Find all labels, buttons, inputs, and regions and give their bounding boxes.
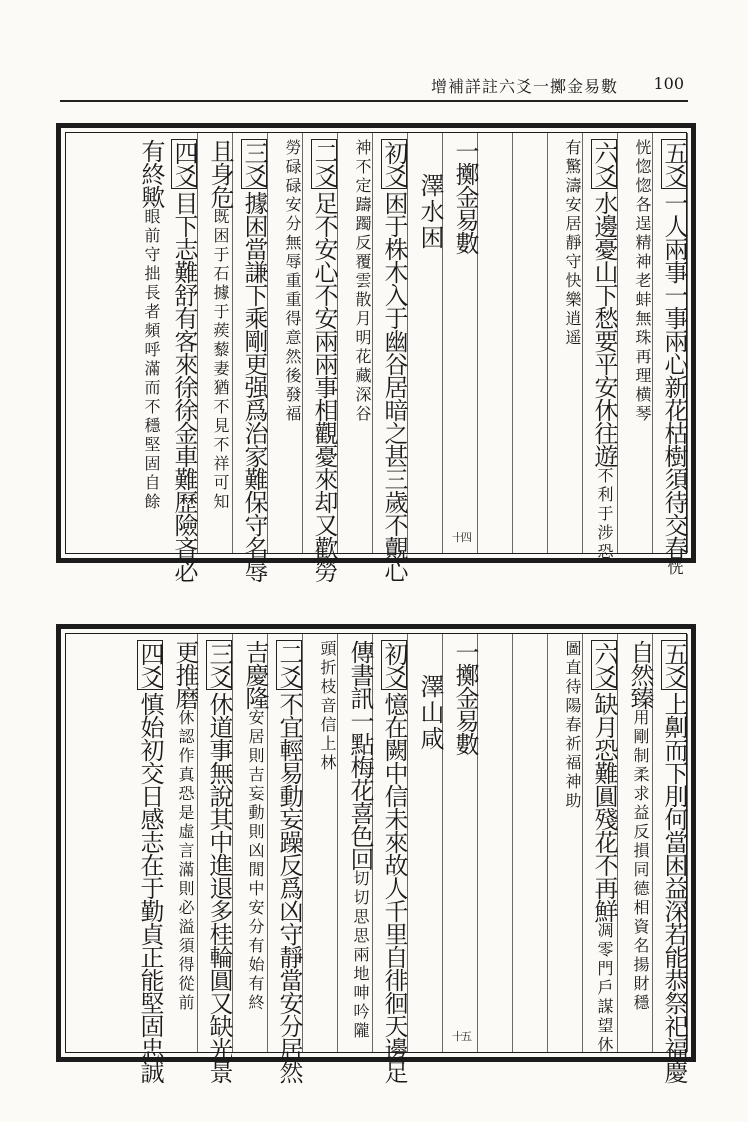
text-column xyxy=(233,634,268,1052)
text-column xyxy=(233,133,268,582)
line-label: 四爻 xyxy=(170,141,198,187)
column-text: 有終歟 xyxy=(137,139,165,208)
column-text: 慎始初交日感志在于勤貞正能堅固忠誠 xyxy=(136,692,164,1083)
text-column xyxy=(583,133,618,562)
bottom-panel-inner xyxy=(65,633,688,1083)
column-text: 吉慶隆 xyxy=(241,640,269,709)
column-text: 目下志難舒有客來徐徐金車難歷險吝必 xyxy=(170,191,198,582)
top-panel-inner xyxy=(65,132,688,582)
running-head xyxy=(60,74,688,102)
text-column xyxy=(653,634,688,1083)
text-column xyxy=(373,133,408,582)
line-label: 二爻 xyxy=(275,642,303,688)
line-label: 六爻 xyxy=(590,642,618,688)
commentary-text: 眼前守拙長者頻呼滿而不穩堅固自餘 xyxy=(142,208,161,512)
text-column xyxy=(513,133,548,553)
text-column xyxy=(478,133,513,553)
text-column xyxy=(373,634,408,1083)
hexagram-name: 澤水困 xyxy=(416,173,444,251)
text-column xyxy=(548,634,583,1052)
column-text: 不宜輕易動妄躁反爲凶守靜當安分居然 xyxy=(275,692,303,1083)
text-column xyxy=(618,634,653,1052)
column-text: 更推磨 xyxy=(171,640,199,709)
text-column xyxy=(198,133,233,553)
line-label: 五爻 xyxy=(660,141,688,187)
book-title: 增補詳註六爻一擲金易數 xyxy=(430,77,618,96)
text-column xyxy=(338,133,373,553)
text-column xyxy=(408,133,443,553)
column-text: 勞碌碌安分無辱重重得意然後發福 xyxy=(283,139,302,424)
text-column xyxy=(338,634,373,1052)
column-text: 足不安心不安兩兩事相觀憂來却又歡勞 xyxy=(310,191,338,582)
column-text: 且身危 xyxy=(206,139,234,208)
text-column xyxy=(513,634,548,1052)
commentary-text: 不利于涉恐 xyxy=(595,467,614,562)
commentary-text: 安居則吉妄動則凶閒中安分有始有終 xyxy=(246,709,265,1013)
commentary-text: 切切思思兩地呻吟隴 xyxy=(351,870,370,1041)
column-text: 頭折枝音信上林 xyxy=(318,640,337,773)
column-text: 憶在闕中信未來故人千里自徘徊天邊足 xyxy=(380,692,408,1083)
column-text: 傳書訊一點梅花喜色回 xyxy=(346,640,374,870)
text-column xyxy=(163,133,198,582)
commentary-text: 恍 xyxy=(665,559,684,578)
line-label: 六爻 xyxy=(590,141,618,187)
commentary-text: 用剛制柔求益反損同德相資名揚財穩 xyxy=(631,709,650,1013)
page-number: 100 xyxy=(653,74,684,93)
commentary-text: 凋零門戶謀望休 xyxy=(595,922,614,1055)
text-column xyxy=(268,133,303,553)
column-text: 恍惚惚各逞精神老蚌無珠再理横琴 xyxy=(633,139,652,424)
line-label: 五爻 xyxy=(660,642,688,688)
text-column xyxy=(653,133,688,578)
text-column xyxy=(443,634,478,1052)
top-panel xyxy=(56,123,696,582)
text-column xyxy=(198,634,233,1083)
text-column xyxy=(408,634,443,1052)
text-column xyxy=(128,133,163,553)
text-column xyxy=(303,133,338,582)
text-column xyxy=(478,634,513,1052)
column-text: 神不定躊躅反覆雲散月明花藏深谷 xyxy=(353,139,372,424)
column-text: 休道事無說其中進退多桂輪圓又缺光景 xyxy=(205,692,233,1083)
column-text: 水邊憂山下愁要平安休往遊 xyxy=(590,191,618,467)
line-label: 初爻 xyxy=(380,141,408,187)
column-text: 據困當謙下乘剛更强爲治家難保守名辱 xyxy=(240,191,268,582)
line-label: 初爻 xyxy=(380,642,408,688)
leaf-number: 十五 xyxy=(452,1030,470,1043)
commentary-text: 休認作真恐是虛言滿則必溢須得從前 xyxy=(176,709,195,1013)
column-text: 有驚濤安居靜守快樂逍遥 xyxy=(563,139,582,348)
line-label: 四爻 xyxy=(136,642,164,688)
column-text: 上劓而下刖何當困益深若能恭祭祀福慶 xyxy=(660,692,688,1083)
column-text: 自然臻 xyxy=(626,640,654,709)
column-text: 圖直待陽春祈福神助 xyxy=(563,640,582,811)
text-column xyxy=(618,133,653,553)
text-column xyxy=(303,634,338,1052)
column-text: 困于株木入于幽谷居暗之甚三歲不覿心 xyxy=(380,191,408,582)
text-column xyxy=(163,634,198,1052)
text-column xyxy=(128,634,164,1083)
text-column xyxy=(443,133,478,553)
line-label: 二爻 xyxy=(310,141,338,187)
bottom-panel xyxy=(56,624,696,1083)
line-label: 三爻 xyxy=(205,642,233,688)
text-column xyxy=(583,634,618,1055)
column-text: 一擲金易數 xyxy=(451,139,479,254)
column-text: 一人兩事一事兩心新花枯樹須待交春 xyxy=(660,191,688,559)
line-label: 三爻 xyxy=(240,141,268,187)
text-column xyxy=(268,634,303,1083)
column-text: 缺月恐難圓殘花不再鮮 xyxy=(590,692,618,922)
leaf-number: 十四 xyxy=(452,531,470,544)
column-text: 一擲金易數 xyxy=(451,640,479,755)
hexagram-name: 澤山咸 xyxy=(416,674,444,752)
commentary-text: 既困于石據于蒺藜妻猶不見不祥可知 xyxy=(211,208,230,512)
text-column xyxy=(548,133,583,553)
